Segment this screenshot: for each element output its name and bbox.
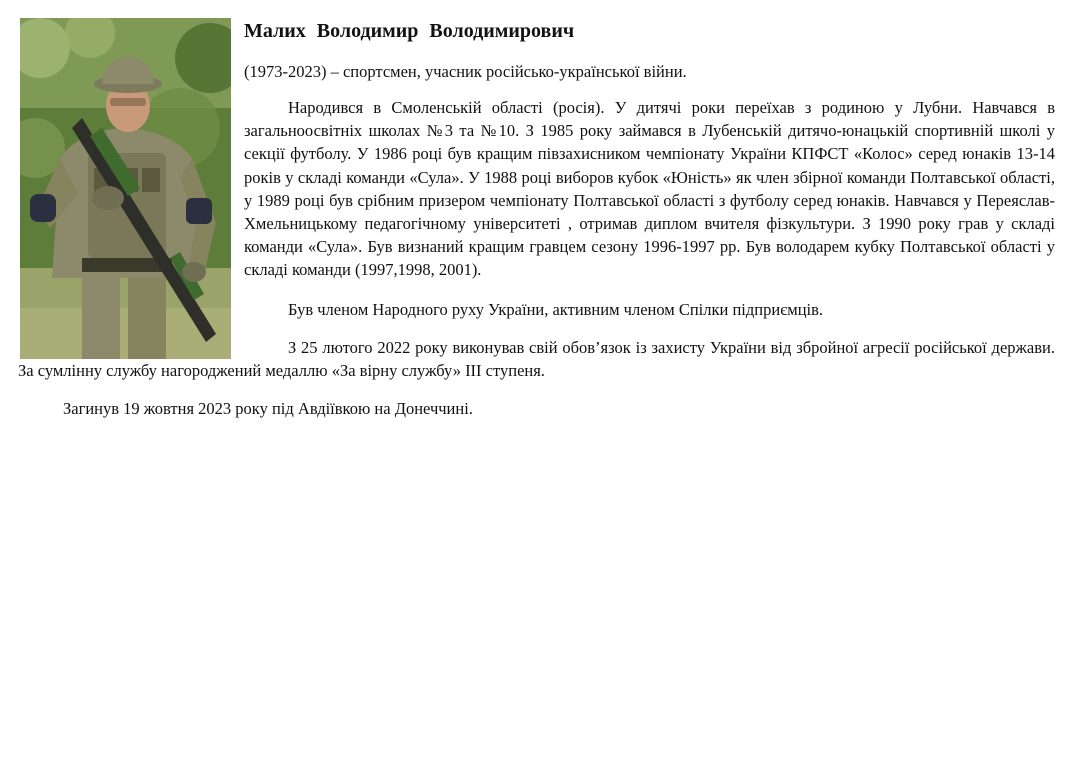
biography-paragraph-early-life: Народився в Смоленській області (росія). У дитячі роки переїхав з родиною у Лубни. Навчався в загальноосвітніх школах №3 та №10. З 1985 року займався в Лубенській дитячо-юнацькій спортивній школі у секції футболу. У 1986 році був кращим півзахисником чемпіонату України КПФСТ «Колос» серед юнаків 13-14 років у складі команди «Сула». У 1988 році виборов кубок «Юність» як член збірної команди Полтавської області, у 1989 році був срібним призером чемпіонату Полтавської області з футболу серед юнаків. Навчався у Переяслав-Хмельницькому педагогічному університеті , отримав диплом вчителя фізкультури. З 1990 року грав у складі команди «Сула». Був визнаний кращим гравцем сезону 1996-1997 рр. Був володарем кубку Полтавської області у складі команди (1997,1998, 2001). — [244, 98, 1055, 280]
biography-paragraph-service: З 25 лютого 2022 року виконував свій обов’язок із захисту України від збройної агресії російської держави. За сумлінну службу нагороджений медаллю «За вірну службу» ІІІ ступеня. — [18, 338, 1055, 381]
biography-paragraph-memberships: Був членом Народного руху України, активним членом Спілки підприємців. — [288, 300, 824, 319]
portrait-illustration — [20, 18, 231, 359]
person-name: Малих Володимир Володимирович — [244, 20, 575, 42]
biography-paragraph-death: Загинув 19 жовтня 2023 року під Авдіївкою на Донеччині. — [63, 399, 473, 418]
soldier-portrait-image — [20, 18, 231, 359]
person-lifespan: (1973-2023) – спортсмен, учасник російсько-української війни. — [244, 62, 687, 81]
